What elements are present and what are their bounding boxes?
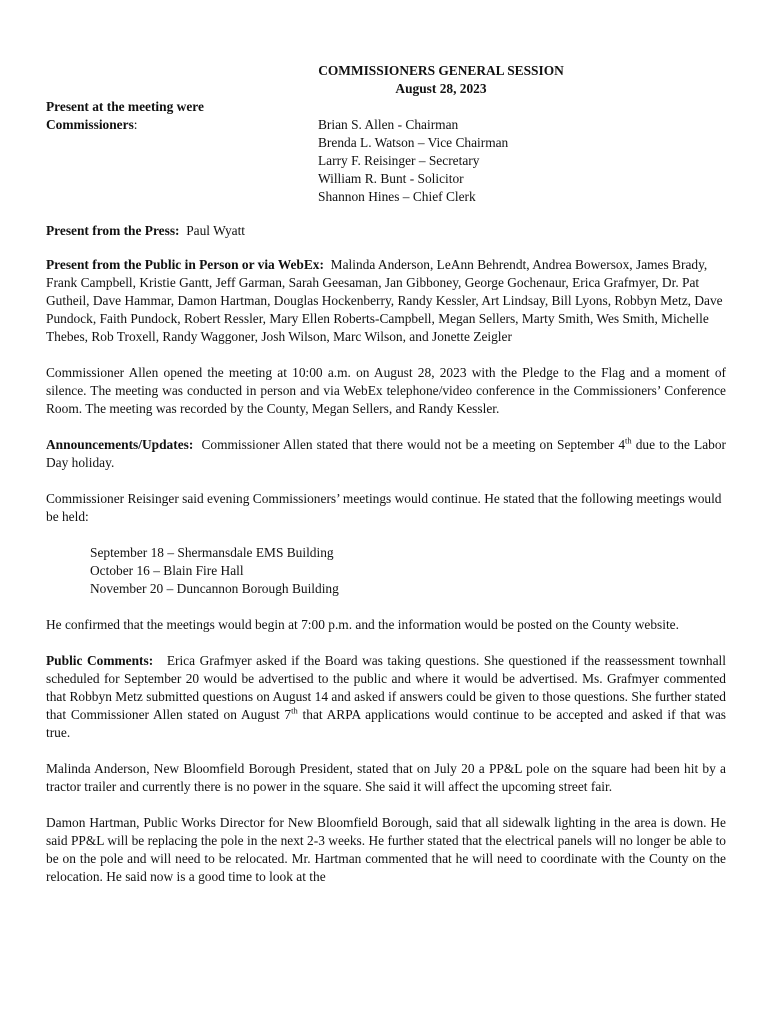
public-names: Malinda Anderson, LeAnn Behrendt, Andrea Bowersox, James Brady, Frank Campbell, Kristie Gantt, Jeff Garman, Sarah Geesaman, Jan Gibboney, George Gochenaur, Erica Grafmyer, Dr. Pat Gutheil, Dave Hammar, Damon Hartman, Douglas Hockenberry, Randy Kessler, Art Lindsay, Bill Lyons, Robbyn Metz, Dave Pundock, Faith Pundock, Robert Ressler, Mary Ellen Roberts-Campbell, Megan Sellers, Marty Smith, Wes Smith, Michelle Thebes, Rob Troxell, Randy Waggoner, Josh Wilson, Marc Wilson, and Jonette Zeigler [46,257,723,344]
hartman-paragraph: Damon Hartman, Public Works Director for New Bloomfield Borough, said that all sidewalk lighting in the area is down. He said PP&L will be replacing the pole in the next 2-3 weeks. He further stated that the electrical panels will no longer be able to be on the pole and will need to be relocated. Mr. Hartman commented that he will need to coordinate with the County on the relocation. He said now is a good time to look at the [46,815,726,884]
member-name: Shannon Hines – Chief Clerk [318,189,476,204]
announcements-text-b: due to the Labor Day holiday. [46,437,726,470]
announcements-label: Announcements/Updates: [46,437,194,452]
document-title: COMMISSIONERS GENERAL SESSION [318,63,564,78]
public-comments-text-a: Erica Grafmyer asked if the Board was taking questions. She questioned if the reassessment townhall scheduled for September 20 would be advertised to the public and where it would be advertised. Ms. Grafmyer commented that Robbyn Metz submitted questions on August 14 and asked if answers could be given to those questions. She further stated that Commissioner Allen stated on August 7 [46,653,726,722]
meeting-item: October 16 – Blain Fire Hall [90,563,244,578]
meeting-item: November 20 – Duncannon Borough Building [90,581,339,596]
announcements-sup: th [625,435,632,446]
press-paragraph [46,222,726,240]
commissioners-present-block [46,98,726,206]
evening-paragraph: Commissioner Reisinger said evening Commissioners’ meetings would continue. He stated that the following meetings would be held: [46,491,722,524]
present-label-line1: Present at the meeting were [46,99,204,114]
minutes-page [46,62,726,886]
public-paragraph [46,256,726,346]
member-name: Larry F. Reisinger – Secretary [318,153,480,168]
announcements-text-a: Commissioner Allen stated that there would not be a meeting on September 4 [201,437,626,452]
press-names: Paul Wyatt [186,223,246,238]
public-comments-text-b: that ARPA applications would continue to be accepted and asked if that was true. [46,707,726,740]
public-comments-paragraph [46,652,726,742]
meeting-date: August 28, 2023 [395,81,487,96]
meeting-item: September 18 – Shermansdale EMS Building [90,545,334,560]
member-name: Brenda L. Watson – Vice Chairman [318,135,509,150]
present-label-line2: Commissioners [46,117,134,132]
opening-paragraph: Commissioner Allen opened the meeting at 10:00 a.m. on August 28, 2023 with the Pledge to the Flag and a moment of silence. The meeting was conducted in person and via WebEx telephone/video conference in the Commissioners’ Conference Room. The meeting was recorded by the County, Megan Sellers, and Randy Kessler. [46,365,726,416]
anderson-paragraph: Malinda Anderson, New Bloomfield Borough President, stated that on July 20 a PP&L pole on the square had been hit by a tractor trailer and currently there is no power in the square. She said it will affect the upcoming street fair. [46,761,726,794]
public-comments-label: Public Comments: [46,653,154,668]
member-name: Brian S. Allen - Chairman [318,117,459,132]
commissioners-label [46,98,318,206]
meetings-list [46,544,726,598]
announcements-paragraph [46,436,726,472]
commissioners-list [318,98,508,206]
public-label: Present from the Public in Person or via WebEx: [46,257,324,272]
confirmed-paragraph: He confirmed that the meetings would begin at 7:00 p.m. and the information would be posted on the County website. [46,617,679,632]
member-name: William R. Bunt - Solicitor [318,171,464,186]
press-label: Present from the Press: [46,223,180,238]
present-label-colon: : [133,117,138,132]
public-comments-sup: th [291,705,298,716]
